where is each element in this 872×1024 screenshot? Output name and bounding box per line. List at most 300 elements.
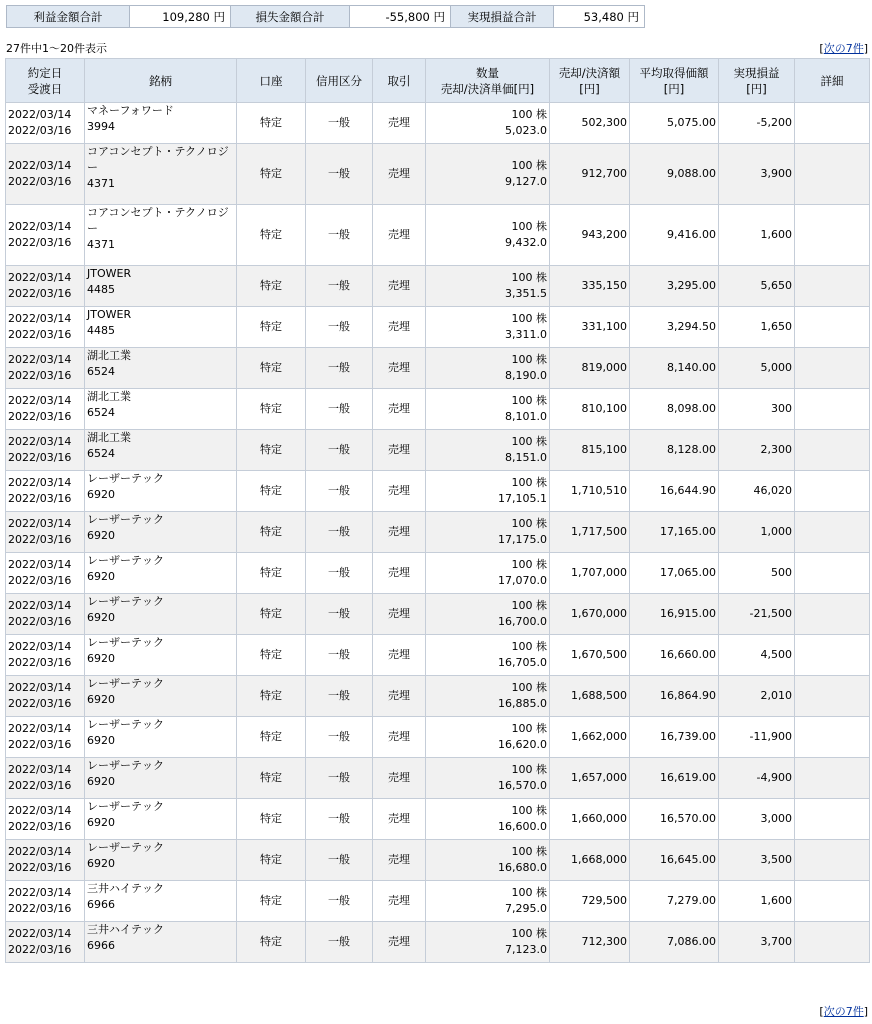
- quantity: 100 株: [511, 599, 547, 612]
- settle-date: 2022/03/16: [8, 287, 72, 300]
- date-cell: [6, 676, 85, 717]
- date-cell: [6, 389, 85, 430]
- quantity: 100 株: [511, 271, 547, 284]
- qty-cell: [426, 676, 550, 717]
- date-cell: [6, 348, 85, 389]
- unit-price: 3,311.0: [505, 328, 547, 341]
- account-cell: 特定: [237, 840, 306, 881]
- detail-cell[interactable]: [795, 512, 870, 553]
- header-trade-date: 約定日: [27, 65, 63, 80]
- amount-cell: 1,660,000: [550, 799, 630, 840]
- account-cell: 特定: [237, 881, 306, 922]
- date-cell: [6, 205, 85, 266]
- trade-cell: 売埋: [373, 307, 426, 348]
- trade-date: 2022/03/14: [8, 353, 72, 366]
- stock-name: レーザーテック: [87, 759, 164, 772]
- unit-price: 16,705.0: [498, 656, 547, 669]
- stock-code: 6920: [87, 734, 115, 747]
- qty-cell: [426, 799, 550, 840]
- quantity: 100 株: [511, 312, 547, 325]
- stock-cell: [85, 922, 237, 963]
- avg-cell: 16,660.00: [630, 635, 719, 676]
- trade-cell: 売埋: [373, 758, 426, 799]
- detail-cell[interactable]: [795, 799, 870, 840]
- header-qty: [426, 59, 550, 103]
- stock-cell: [85, 799, 237, 840]
- settle-date: 2022/03/16: [8, 820, 72, 833]
- credit-cell: 一般: [306, 348, 373, 389]
- stock-cell: [85, 758, 237, 799]
- table-row: [6, 512, 870, 553]
- quantity: 100 株: [511, 640, 547, 653]
- result-count: 27件中1～20件表示: [6, 42, 107, 55]
- quantity: 100 株: [511, 220, 547, 233]
- date-cell: [6, 840, 85, 881]
- trade-date: 2022/03/14: [8, 220, 72, 233]
- header-pl-label: 実現損益: [733, 65, 780, 80]
- unit-price: 9,432.0: [505, 236, 547, 249]
- trade-date: 2022/03/14: [8, 558, 72, 571]
- settle-date: 2022/03/16: [8, 902, 72, 915]
- unit-price: 9,127.0: [505, 175, 547, 188]
- account-cell: 特定: [237, 205, 306, 266]
- avg-cell: 17,165.00: [630, 512, 719, 553]
- date-cell: [6, 799, 85, 840]
- unit-price: 8,101.0: [505, 410, 547, 423]
- pager-bracket: [: [819, 1005, 824, 1018]
- pl-cell: 1,000: [719, 512, 795, 553]
- trade-date: 2022/03/14: [8, 722, 72, 735]
- trade-date: 2022/03/14: [8, 108, 72, 121]
- pager-bracket: [: [819, 42, 824, 55]
- trade-date: 2022/03/14: [8, 476, 72, 489]
- unit-price: 3,351.5: [505, 287, 547, 300]
- table-row: [6, 103, 870, 144]
- detail-cell[interactable]: [795, 758, 870, 799]
- detail-cell[interactable]: [795, 348, 870, 389]
- quantity: 100 株: [511, 476, 547, 489]
- header-amount: [550, 59, 630, 103]
- credit-cell: 一般: [306, 840, 373, 881]
- pl-cell: 3,500: [719, 840, 795, 881]
- trade-date: 2022/03/14: [8, 599, 72, 612]
- table-row: [6, 717, 870, 758]
- settle-date: 2022/03/16: [8, 943, 72, 956]
- trade-date: 2022/03/14: [8, 845, 72, 858]
- stock-cell: [85, 676, 237, 717]
- table-row: [6, 389, 870, 430]
- stock-cell: [85, 553, 237, 594]
- stock-name: 湖北工業: [87, 431, 131, 444]
- next-page-link-top[interactable]: 次の7件: [823, 42, 864, 55]
- avg-cell: 7,086.00: [630, 922, 719, 963]
- detail-cell[interactable]: [795, 430, 870, 471]
- avg-cell: 8,098.00: [630, 389, 719, 430]
- qty-cell: [426, 922, 550, 963]
- detail-cell[interactable]: [795, 676, 870, 717]
- qty-cell: [426, 717, 550, 758]
- pl-cell: 4,500: [719, 635, 795, 676]
- amount-cell: 712,300: [550, 922, 630, 963]
- unit-price: 7,295.0: [505, 902, 547, 915]
- credit-cell: 一般: [306, 594, 373, 635]
- table-row: [6, 922, 870, 963]
- trade-date: 2022/03/14: [8, 640, 72, 653]
- table-row: [6, 471, 870, 512]
- stock-name: レーザーテック: [87, 472, 164, 485]
- table-row: [6, 430, 870, 471]
- settle-date: 2022/03/16: [8, 861, 72, 874]
- qty-cell: [426, 307, 550, 348]
- credit-cell: 一般: [306, 205, 373, 266]
- pager-bracket: ]: [863, 1005, 868, 1018]
- trade-date: 2022/03/14: [8, 517, 72, 530]
- qty-cell: [426, 144, 550, 205]
- avg-cell: 16,739.00: [630, 717, 719, 758]
- table-row: [6, 635, 870, 676]
- date-cell: [6, 881, 85, 922]
- trade-cell: 売埋: [373, 144, 426, 205]
- stock-code: 6920: [87, 611, 115, 624]
- credit-cell: 一般: [306, 758, 373, 799]
- amount-cell: 1,668,000: [550, 840, 630, 881]
- stock-cell: [85, 307, 237, 348]
- settle-date: 2022/03/16: [8, 369, 72, 382]
- detail-cell[interactable]: [795, 103, 870, 144]
- unit-price: 8,151.0: [505, 451, 547, 464]
- detail-cell[interactable]: [795, 881, 870, 922]
- quantity: 100 株: [511, 722, 547, 735]
- detail-cell[interactable]: [795, 205, 870, 266]
- qty-cell: [426, 594, 550, 635]
- stock-name: 湖北工業: [87, 390, 131, 403]
- header-price-label: 売却/決済単価[円]: [440, 81, 535, 96]
- pl-cell: 2,010: [719, 676, 795, 717]
- account-cell: 特定: [237, 430, 306, 471]
- credit-cell: 一般: [306, 676, 373, 717]
- stock-code: 6920: [87, 529, 115, 542]
- date-cell: [6, 471, 85, 512]
- settle-date: 2022/03/16: [8, 779, 72, 792]
- settle-date: 2022/03/16: [8, 574, 72, 587]
- stock-code: 6524: [87, 406, 115, 419]
- avg-cell: 3,295.00: [630, 266, 719, 307]
- pl-cell: 2,300: [719, 430, 795, 471]
- detail-cell[interactable]: [795, 553, 870, 594]
- header-pl-unit: [円]: [746, 81, 767, 96]
- avg-cell: 16,570.00: [630, 799, 719, 840]
- unit-price: 5,023.0: [505, 124, 547, 137]
- detail-cell[interactable]: [795, 717, 870, 758]
- stock-code: 6524: [87, 365, 115, 378]
- trade-cell: 売埋: [373, 799, 426, 840]
- qty-cell: [426, 635, 550, 676]
- settle-date: 2022/03/16: [8, 236, 72, 249]
- pager-top: [819, 40, 868, 56]
- pl-cell: 3,700: [719, 922, 795, 963]
- amount-cell: 331,100: [550, 307, 630, 348]
- header-settle-date: 受渡日: [27, 81, 63, 96]
- settle-date: 2022/03/16: [8, 615, 72, 628]
- detail-cell[interactable]: [795, 389, 870, 430]
- table-row: [6, 840, 870, 881]
- qty-cell: [426, 881, 550, 922]
- pl-cell: 3,000: [719, 799, 795, 840]
- avg-cell: 8,140.00: [630, 348, 719, 389]
- stock-name: レーザーテック: [87, 718, 164, 731]
- credit-cell: 一般: [306, 799, 373, 840]
- stock-cell: [85, 266, 237, 307]
- stock-code: 4485: [87, 324, 115, 337]
- header-date: [6, 59, 85, 103]
- settle-date: 2022/03/16: [8, 410, 72, 423]
- account-cell: 特定: [237, 635, 306, 676]
- stock-name: 三井ハイテック: [87, 923, 164, 936]
- date-cell: [6, 430, 85, 471]
- date-cell: [6, 717, 85, 758]
- pl-cell: 1,650: [719, 307, 795, 348]
- unit-price: 8,190.0: [505, 369, 547, 382]
- stock-cell: [85, 717, 237, 758]
- settle-date: 2022/03/16: [8, 492, 72, 505]
- stock-cell: [85, 635, 237, 676]
- unit-price: 17,105.1: [498, 492, 547, 505]
- stock-cell: [85, 144, 237, 205]
- header-row: [6, 59, 870, 103]
- pl-cell: -5,200: [719, 103, 795, 144]
- credit-cell: 一般: [306, 103, 373, 144]
- settle-date: 2022/03/16: [8, 124, 72, 137]
- credit-cell: 一般: [306, 389, 373, 430]
- account-cell: 特定: [237, 799, 306, 840]
- quantity: 100 株: [511, 353, 547, 366]
- trade-cell: 売埋: [373, 553, 426, 594]
- avg-cell: 3,294.50: [630, 307, 719, 348]
- unit-price: 16,680.0: [498, 861, 547, 874]
- account-cell: 特定: [237, 307, 306, 348]
- date-cell: [6, 266, 85, 307]
- qty-cell: [426, 103, 550, 144]
- stock-code: 6920: [87, 816, 115, 829]
- stock-name: レーザーテック: [87, 513, 164, 526]
- account-cell: 特定: [237, 676, 306, 717]
- stock-cell: [85, 881, 237, 922]
- header-avg-label: 平均取得価額: [639, 65, 709, 80]
- amount-cell: 912,700: [550, 144, 630, 205]
- trade-cell: 売埋: [373, 266, 426, 307]
- trade-cell: 売埋: [373, 205, 426, 266]
- trade-history-table: [5, 58, 870, 963]
- trade-date: 2022/03/14: [8, 394, 72, 407]
- unit-price: 16,570.0: [498, 779, 547, 792]
- header-credit: 信用区分: [306, 59, 373, 103]
- realized-total-label: 実現損益合計: [451, 6, 554, 28]
- detail-cell[interactable]: [795, 922, 870, 963]
- quantity: 100 株: [511, 681, 547, 694]
- stock-name: コアコンセプト・テクノロジー: [87, 206, 229, 235]
- trade-cell: 売埋: [373, 676, 426, 717]
- settle-date: 2022/03/16: [8, 656, 72, 669]
- stock-name: 三井ハイテック: [87, 882, 164, 895]
- stock-name: レーザーテック: [87, 636, 164, 649]
- trade-date: 2022/03/14: [8, 927, 72, 940]
- profit-total-label: 利益金額合計: [7, 6, 130, 28]
- stock-code: 4371: [87, 238, 115, 251]
- header-account: 口座: [237, 59, 306, 103]
- table-row: [6, 205, 870, 266]
- quantity: 100 株: [511, 886, 547, 899]
- qty-cell: [426, 840, 550, 881]
- qty-cell: [426, 758, 550, 799]
- amount-cell: 815,100: [550, 430, 630, 471]
- credit-cell: 一般: [306, 512, 373, 553]
- header-avg: [630, 59, 719, 103]
- account-cell: 特定: [237, 348, 306, 389]
- account-cell: 特定: [237, 389, 306, 430]
- credit-cell: 一般: [306, 266, 373, 307]
- account-cell: 特定: [237, 594, 306, 635]
- quantity: 100 株: [511, 558, 547, 571]
- avg-cell: 16,645.00: [630, 840, 719, 881]
- stock-cell: [85, 840, 237, 881]
- pl-cell: 300: [719, 389, 795, 430]
- detail-cell[interactable]: [795, 840, 870, 881]
- settle-date: 2022/03/16: [8, 451, 72, 464]
- quantity: 100 株: [511, 435, 547, 448]
- quantity: 100 株: [511, 804, 547, 817]
- stock-code: 3994: [87, 120, 115, 133]
- stock-name: マネーフォワード: [87, 104, 174, 117]
- credit-cell: 一般: [306, 717, 373, 758]
- account-cell: 特定: [237, 471, 306, 512]
- credit-cell: 一般: [306, 553, 373, 594]
- realized-total-value: 53,480 円: [554, 6, 645, 28]
- amount-cell: 810,100: [550, 389, 630, 430]
- header-avg-unit: [円]: [663, 81, 685, 96]
- credit-cell: 一般: [306, 922, 373, 963]
- stock-name: コアコンセプト・テクノロジー: [87, 145, 229, 174]
- stock-code: 6920: [87, 775, 115, 788]
- stock-code: 6966: [87, 898, 115, 911]
- stock-code: 6920: [87, 570, 115, 583]
- detail-cell[interactable]: [795, 635, 870, 676]
- amount-cell: 1,657,000: [550, 758, 630, 799]
- qty-cell: [426, 512, 550, 553]
- amount-cell: 1,688,500: [550, 676, 630, 717]
- settle-date: 2022/03/16: [8, 533, 72, 546]
- stock-code: 6966: [87, 939, 115, 952]
- account-cell: 特定: [237, 512, 306, 553]
- table-row: [6, 594, 870, 635]
- trade-cell: 売埋: [373, 594, 426, 635]
- amount-cell: 943,200: [550, 205, 630, 266]
- credit-cell: 一般: [306, 307, 373, 348]
- table-row: [6, 266, 870, 307]
- unit-price: 7,123.0: [505, 943, 547, 956]
- amount-cell: 819,000: [550, 348, 630, 389]
- header-amount-label: 売却/決済額: [558, 65, 621, 80]
- qty-cell: [426, 471, 550, 512]
- detail-cell[interactable]: [795, 594, 870, 635]
- trade-cell: 売埋: [373, 471, 426, 512]
- avg-cell: 9,416.00: [630, 205, 719, 266]
- summary-table: [6, 5, 645, 28]
- credit-cell: 一般: [306, 430, 373, 471]
- trade-date: 2022/03/14: [8, 312, 72, 325]
- avg-cell: 17,065.00: [630, 553, 719, 594]
- avg-cell: 16,619.00: [630, 758, 719, 799]
- header-qty-label: 数量: [476, 65, 499, 80]
- trade-cell: 売埋: [373, 512, 426, 553]
- date-cell: [6, 758, 85, 799]
- trade-date: 2022/03/14: [8, 804, 72, 817]
- stock-code: 6920: [87, 693, 115, 706]
- account-cell: 特定: [237, 758, 306, 799]
- credit-cell: 一般: [306, 881, 373, 922]
- qty-cell: [426, 553, 550, 594]
- unit-price: 16,620.0: [498, 738, 547, 751]
- stock-name: JTOWER: [87, 308, 132, 321]
- header-detail: 詳細: [795, 59, 870, 103]
- header-amount-unit: [円]: [579, 81, 600, 96]
- header-name: 銘柄: [85, 59, 237, 103]
- loss-total-value: -55,800 円: [350, 6, 451, 28]
- settle-date: 2022/03/16: [8, 328, 72, 341]
- pl-cell: -4,900: [719, 758, 795, 799]
- header-pl: [719, 59, 795, 103]
- stock-code: 4485: [87, 283, 115, 296]
- detail-cell[interactable]: [795, 307, 870, 348]
- quantity: 100 株: [511, 845, 547, 858]
- date-cell: [6, 144, 85, 205]
- pl-cell: 1,600: [719, 881, 795, 922]
- qty-cell: [426, 266, 550, 307]
- unit-price: 17,175.0: [498, 533, 547, 546]
- detail-cell[interactable]: [795, 266, 870, 307]
- amount-cell: 502,300: [550, 103, 630, 144]
- pl-cell: 3,900: [719, 144, 795, 205]
- stock-cell: [85, 471, 237, 512]
- unit-price: 16,885.0: [498, 697, 547, 710]
- stock-cell: [85, 594, 237, 635]
- table-row: [6, 799, 870, 840]
- date-cell: [6, 594, 85, 635]
- next-page-link-bottom[interactable]: 次の7件: [823, 1005, 864, 1018]
- trade-cell: 売埋: [373, 922, 426, 963]
- quantity: 100 株: [511, 927, 547, 940]
- stock-code: 4371: [87, 177, 115, 190]
- stock-name: 湖北工業: [87, 349, 131, 362]
- trade-cell: 売埋: [373, 348, 426, 389]
- table-row: [6, 758, 870, 799]
- stock-name: レーザーテック: [87, 841, 164, 854]
- profit-total-value: 109,280 円: [130, 6, 231, 28]
- avg-cell: 5,075.00: [630, 103, 719, 144]
- avg-cell: 16,644.90: [630, 471, 719, 512]
- detail-cell[interactable]: [795, 144, 870, 205]
- avg-cell: 7,279.00: [630, 881, 719, 922]
- stock-name: レーザーテック: [87, 554, 164, 567]
- amount-cell: 1,717,500: [550, 512, 630, 553]
- table-row: [6, 676, 870, 717]
- account-cell: 特定: [237, 103, 306, 144]
- settle-date: 2022/03/16: [8, 175, 72, 188]
- header-trade: 取引: [373, 59, 426, 103]
- stock-cell: [85, 430, 237, 471]
- amount-cell: 1,670,000: [550, 594, 630, 635]
- date-cell: [6, 922, 85, 963]
- detail-cell[interactable]: [795, 471, 870, 512]
